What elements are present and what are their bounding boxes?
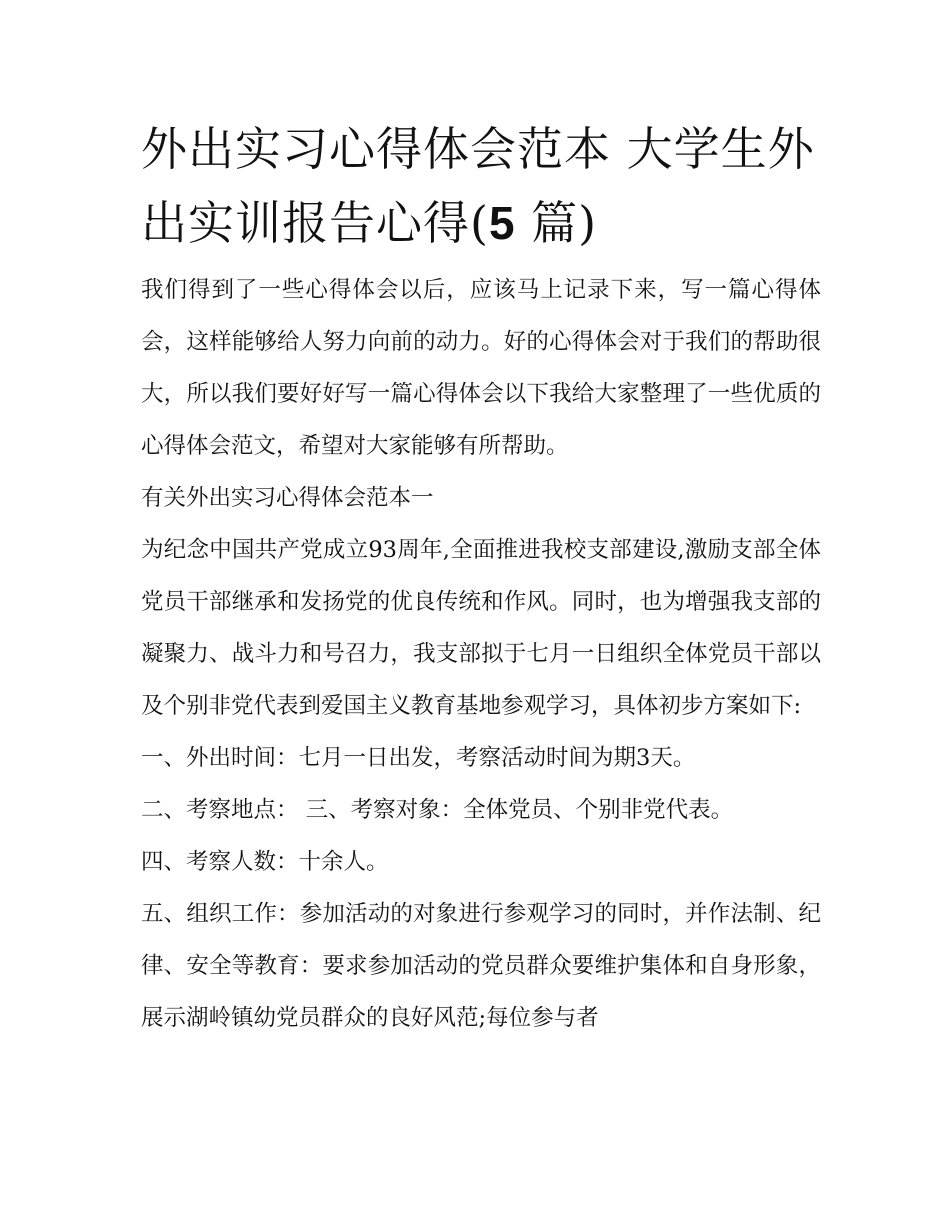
title-text: 外出实习心得体会范本 大学生外出实训报告心得( [141, 122, 815, 250]
list-item-count: 四、考察人数：十余人。 [141, 849, 389, 875]
title-number: 5 [488, 197, 516, 249]
list-item-time: 一、外出时间：七月一日出发，考察活动时间为期3天。 [141, 745, 696, 771]
list-item-location: 二、考察地点： 三、考察对象：全体党员、个别非党代表。 [141, 797, 734, 823]
document-title [141, 112, 821, 260]
intro-paragraph: 我们得到了一些心得体会以后，应该马上记录下来，写一篇心得体会，这样能够给人努力向前的动力。好的心得体会对于我们的帮助很大，所以我们要好好写一篇心得体会以下我给大家整理了一些优质的心得体会范文，希望对大家能够有所帮助。 [141, 277, 821, 459]
list-item-organization: 五、组织工作：参加活动的对象进行参观学习的同时，并作法制、纪律、安全等教育：要求参加活动的党员群众要维护集体和自身形象，展示湖岭镇幼党员群众的良好风范;每位参与者 [141, 901, 821, 1031]
title-suffix: 篇) [515, 196, 598, 250]
document-page [141, 112, 821, 1044]
section-heading: 有关外出实习心得体会范本一 [141, 485, 434, 511]
body-paragraph: 为纪念中国共产党成立93周年,全面推进我校支部建设,激励支部全体党员干部继承和发扬党的优良传统和作风。同时，也为增强我支部的凝聚力、战斗力和号召力，我支部拟于七月一日组织全体党员干部以及个别非党代表到爱国主义教育基地参观学习，具体初步方案如下: [141, 537, 821, 719]
